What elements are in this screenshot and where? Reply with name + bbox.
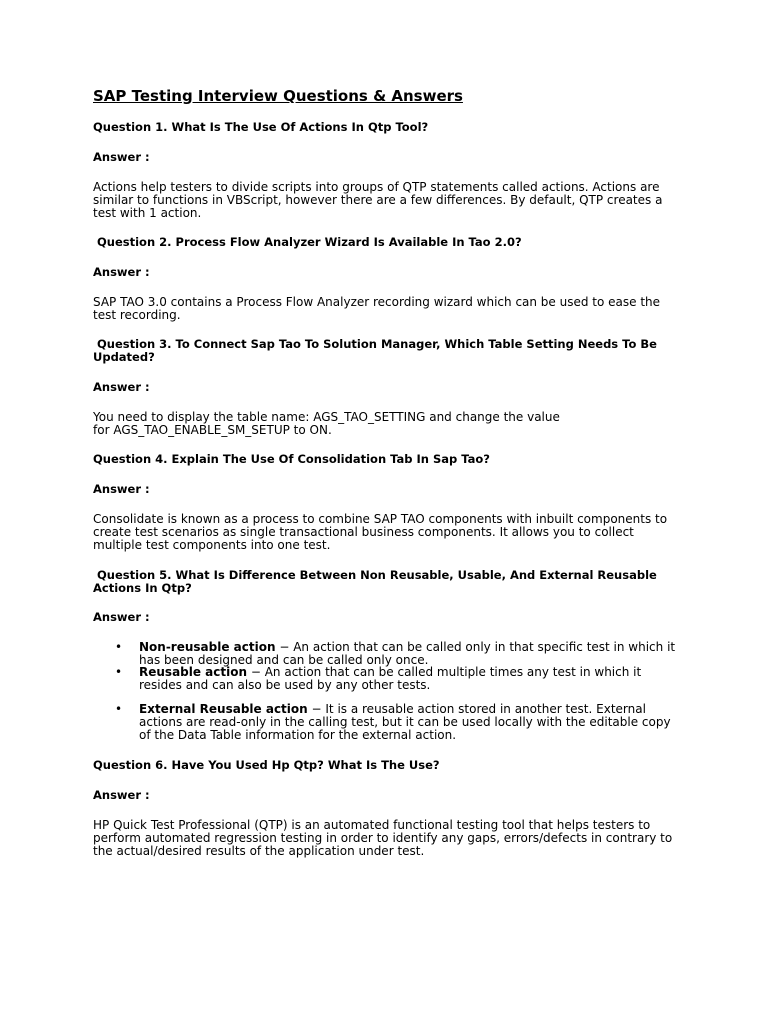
list-item-desc: − It is a reusable action stored in another test. External actions are read-only in the calling test, but it can be used locally with the editable copy of the Data Table information for the external action. xyxy=(139,702,671,742)
list-item-text xyxy=(139,666,679,692)
bullet-icon: • xyxy=(115,665,123,679)
answer-1: Actions help testers to divide scripts into groups of QTP statements called actions. Actions are similar to functions in VBScript, however there are a few differences. By default, QTP creates a test with 1 action. xyxy=(93,180,663,220)
question-4: Question 4. Explain The Use Of Consolidation Tab In Sap Tao? xyxy=(93,452,490,466)
answer-label-6: Answer : xyxy=(93,788,150,802)
list-item-text xyxy=(139,703,679,741)
question-2: Question 2. Process Flow Analyzer Wizard Is Available In Tao 2.0? xyxy=(93,235,522,249)
question-6: Question 6. Have You Used Hp Qtp? What Is The Use? xyxy=(93,758,440,772)
answer-label-4: Answer : xyxy=(93,482,150,496)
bullet-icon: • xyxy=(115,702,123,716)
answer-2: SAP TAO 3.0 contains a Process Flow Analyzer recording wizard which can be used to ease the test recording. xyxy=(93,295,661,322)
list-item-desc: − An action that can be called multiple times any test in which it resides and can also be used by any other tests. xyxy=(139,665,642,692)
question-1: Question 1. What Is The Use Of Actions In Qtp Tool? xyxy=(93,120,429,134)
bullet-icon: • xyxy=(115,640,123,654)
list-item-term: Reusable action xyxy=(139,665,248,679)
answer-label-5: Answer : xyxy=(93,610,150,624)
question-3: Question 3. To Connect Sap Tao To Solution Manager, Which Table Setting Needs To Be Updated? xyxy=(93,337,661,364)
answer-label-3: Answer : xyxy=(93,380,150,394)
list-item-term: External Reusable action xyxy=(139,702,308,716)
page-title: SAP Testing Interview Questions & Answers xyxy=(93,87,463,105)
answer-label-1: Answer : xyxy=(93,150,150,164)
list-item-text xyxy=(139,641,679,667)
answer-3: You need to display the table name: AGS_TAO_SETTING and change the value for AGS_TAO_ENABLE_SM_SETUP to ON. xyxy=(93,410,560,437)
question-5: Question 5. What Is Difference Between Non Reusable, Usable, And External Reusable Actions In Qtp? xyxy=(93,568,661,595)
list-item-desc: − An action that can be called only in that specific test in which it has been designed and can be called only once. xyxy=(139,640,676,667)
answer-4: Consolidate is known as a process to combine SAP TAO components with inbuilt components to create test scenarios as single transactional business components. It allows you to collect multiple test components into one test. xyxy=(93,512,668,552)
list-item-term: Non-reusable action xyxy=(139,640,276,654)
answer-label-2: Answer : xyxy=(93,265,150,279)
answer-6: HP Quick Test Professional (QTP) is an automated functional testing tool that helps testers to perform automated regression testing in order to identify any gaps, errors/defects in contrary to the actual/desired results of the application under test. xyxy=(93,818,673,858)
